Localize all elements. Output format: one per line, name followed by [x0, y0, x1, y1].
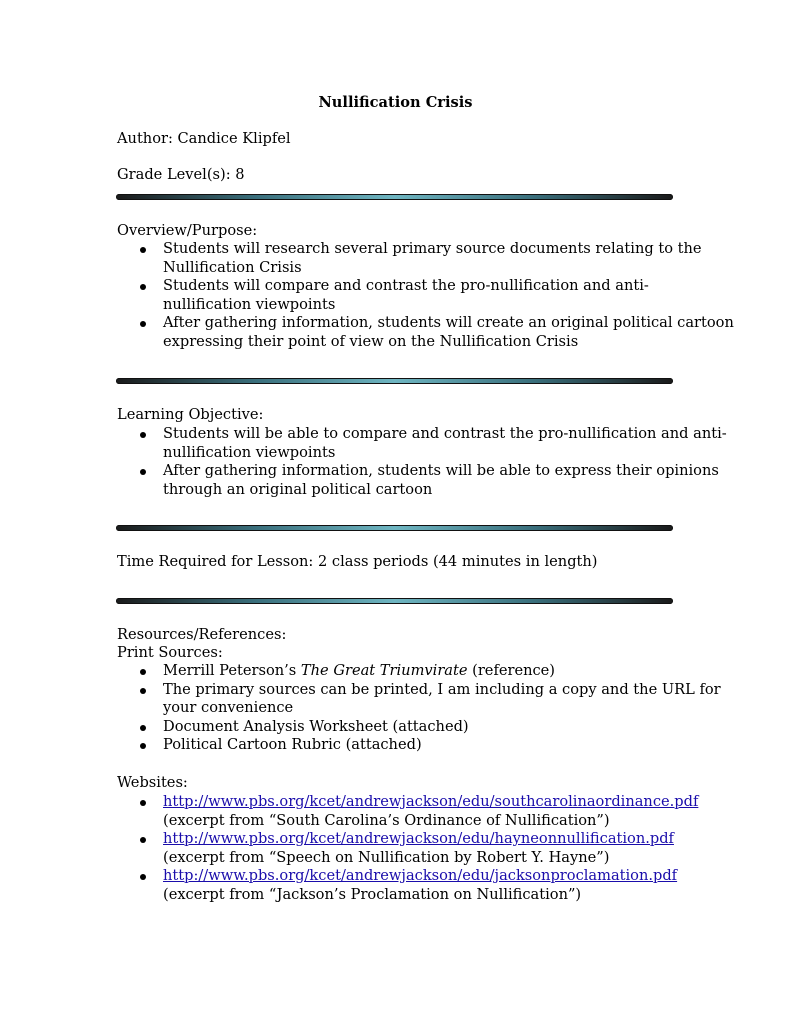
- bullet-icon: [140, 874, 146, 880]
- section-divider: [116, 194, 673, 200]
- overview-list: [117, 240, 734, 351]
- document-title: Nullification Crisis: [318, 94, 473, 111]
- list-item: [117, 830, 698, 867]
- list-item: [117, 793, 698, 830]
- websites-heading: Websites:: [117, 774, 188, 791]
- list-item: [117, 277, 734, 314]
- print-sources-heading: Print Sources:: [117, 644, 223, 661]
- bullet-icon: [140, 743, 146, 749]
- objective-heading: Learning Objective:: [117, 406, 264, 423]
- overview-heading: Overview/Purpose:: [117, 222, 258, 239]
- list-item: [117, 681, 721, 718]
- list-item: [117, 425, 727, 462]
- book-title: The Great Triumvirate: [300, 662, 468, 679]
- bullet-icon: [140, 669, 146, 675]
- bullet-icon: [140, 247, 146, 253]
- objective-list: [117, 425, 727, 499]
- website-link[interactable]: http://www.pbs.org/kcet/andrewjackson/edu/jacksonproclamation.pdf: [163, 867, 678, 884]
- bullet-icon: [140, 800, 146, 806]
- list-item-line: After gathering information, students will be able to express their opinions: [163, 462, 719, 479]
- section-divider: [116, 378, 673, 384]
- website-link[interactable]: http://www.pbs.org/kcet/andrewjackson/edu/hayneonnullification.pdf: [163, 830, 674, 847]
- author-line: Author: Candice Klipfel: [117, 130, 291, 147]
- list-item-line: Students will research several primary source documents relating to the: [163, 240, 702, 257]
- list-item-line: expressing their point of view on the Nullification Crisis: [163, 332, 579, 350]
- list-item: [117, 314, 734, 351]
- list-item: [117, 736, 721, 755]
- list-item-line: The primary sources can be printed, I am including a copy and the URL for: [163, 680, 721, 698]
- bullet-icon: [140, 432, 146, 438]
- resources-heading: Resources/References:: [117, 626, 287, 643]
- list-item-line: Merrill Peterson’s The Great Triumvirate (reference): [163, 662, 555, 679]
- bullet-icon: [140, 469, 146, 475]
- print-sources-list: [117, 662, 721, 755]
- website-note: (excerpt from “Jackson’s Proclamation on Nullification”): [163, 885, 582, 903]
- websites-list: [117, 793, 698, 904]
- list-item-line: nullification viewpoints: [163, 295, 336, 313]
- list-item: [117, 867, 698, 904]
- list-item: [117, 718, 721, 737]
- list-item: [117, 462, 727, 499]
- website-note: (excerpt from “Speech on Nullification by Robert Y. Hayne”): [163, 848, 610, 866]
- bullet-icon: [140, 725, 146, 731]
- list-item-line: Students will compare and contrast the pro-nullification and anti-: [163, 277, 649, 294]
- list-item-line: Political Cartoon Rubric (attached): [163, 736, 422, 753]
- list-item: [117, 662, 721, 681]
- time-required-line: Time Required for Lesson: 2 class periods (44 minutes in length): [117, 553, 598, 570]
- bullet-icon: [140, 688, 146, 694]
- website-note: (excerpt from “South Carolina’s Ordinance of Nullification”): [163, 811, 610, 829]
- section-divider: [116, 525, 673, 531]
- bullet-icon: [140, 837, 146, 843]
- website-link[interactable]: http://www.pbs.org/kcet/andrewjackson/edu/southcarolinaordinance.pdf: [163, 793, 699, 810]
- bullet-icon: [140, 284, 146, 290]
- list-item-line: through an original political cartoon: [163, 480, 433, 498]
- list-item-line: Nullification Crisis: [163, 258, 302, 276]
- bullet-icon: [140, 321, 146, 327]
- list-item-line: After gathering information, students will create an original political cartoon: [163, 314, 734, 331]
- list-item-line: your convenience: [163, 699, 294, 716]
- list-item-line: Document Analysis Worksheet (attached): [163, 717, 469, 735]
- list-item-line: Students will be able to compare and contrast the pro-nullification and anti-: [163, 425, 727, 442]
- grade-level-line: Grade Level(s): 8: [117, 166, 245, 183]
- list-item-line: nullification viewpoints: [163, 443, 336, 461]
- section-divider: [116, 598, 673, 604]
- list-item: [117, 240, 734, 277]
